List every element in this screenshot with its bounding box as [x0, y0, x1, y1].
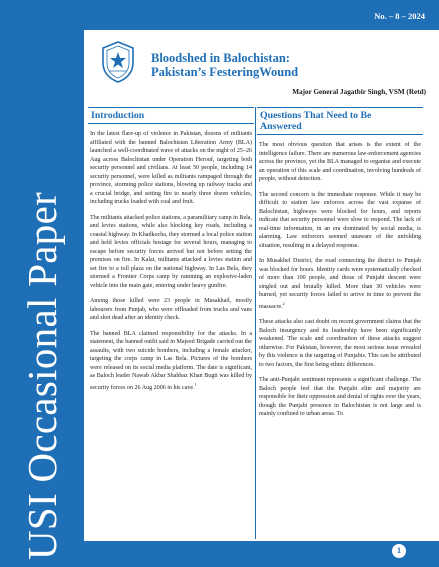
questions-heading: [257, 107, 423, 135]
questions-column: [257, 107, 423, 539]
intro-paragraph-1-text: In the latest flare-up of violence in Pakistan, dozens of militants affiliated with the banned Balochistan Liberation Army (BLA) launched a well-coordinated wave of attacks on the night of 25–26 Aug across Balochistan under Operation Herouf, targeting both security personnel and civilians. At least 50 people, including 14 security personnel, were killed as militants rampaged through the province, storming police stations, blowing up railway tracks and a crucial bridge, and setting fire to nearly three dozen vehicles, including trucks loaded with coal and fruit.: [90, 131, 252, 205]
intro-paragraph-4-text: The banned BLA claimed responsibility for the attacks. In a statement, the banned outfit said in Majeed Brigade carried out the assaults, with two suicide bombers, including a female attacker, targeting the corps camp in Las Bela. Pictures of the bombers were released on its social media platform. The date is significant, as Baloch leader Nawab Akbar Shahbaz Khan Bugti was killed by security forces on 26 Aug 2006 in his cave.: [90, 330, 252, 391]
column-divider: [255, 107, 256, 539]
introduction-heading: Introduction: [88, 107, 254, 124]
intro-paragraph-3: [88, 297, 254, 323]
questions-paragraph-5-text: The anti-Punjabi sentiment represents a significant challenge. The Baloch people feel that the Punjabi elite and majority are responsible for their oppression and denial of rights over the years, though the Punjabi presence in Balochistan is not large and is mainly confined to urban areas. To: [259, 377, 421, 418]
intro-paragraph-4: [88, 330, 254, 393]
questions-heading-line2: Answered: [260, 121, 302, 132]
questions-paragraph-5: [257, 376, 423, 419]
paper-title: [151, 51, 298, 79]
footnote-marker-2[interactable]: 2: [282, 300, 285, 306]
footnote-marker-1[interactable]: 1: [194, 381, 197, 387]
top-band: [84, 0, 439, 30]
introduction-column: [88, 107, 254, 539]
intro-paragraph-2: [88, 214, 254, 291]
intro-paragraph-3-text: Among those killed were 23 people in Musakhail, mostly labourers from Punjab, who were offloaded from trucks and vans and shot dead after an identity check.: [90, 298, 252, 321]
questions-heading-line1: Questions That Need to Be: [260, 110, 372, 121]
questions-paragraph-1: [257, 141, 423, 184]
questions-paragraph-2: [257, 191, 423, 251]
questions-paragraph-1-text: The most obvious question that arises is the extent of the intelligence failure. There are numerous law-enforcement agencies across the province, yet the BLA managed to organise and execute an operation of this scale and coordination, involving hundreds of people, without detection.: [259, 142, 421, 182]
page-number: 1: [392, 544, 406, 558]
paper-title-line2: Pakistan’s FesteringWound: [151, 65, 299, 79]
series-title: USI Occasional Paper: [19, 191, 65, 560]
bottom-band: [84, 541, 439, 567]
issue-number: No. – 8 – 2024: [374, 11, 425, 21]
questions-paragraph-4-text: These attacks also cast doubt on recent government claims that the Baloch insurgency and its leadership have been significantly weakened. The scale and coordination of these attacks suggest otherwise. For Pakistan, however, the most serious issue revealed by this violence is the targeting of Punjabis. This can be attributed to two factors, the first being ethnic differences.: [259, 319, 421, 368]
paper-title-line1: Bloodshed in Balochistan:: [151, 51, 290, 65]
intro-paragraph-1: [88, 130, 254, 207]
questions-paragraph-3-text: In Musakhel District, the road connecting the district to Punjab was blocked for hours. Identity cards were systematically checked of more than 100 people, and those of Punjabi descent were singled out and brutally killed. More than 30 vehicles were burned, yet security forces failed to arrive in time to prevent the massacre.: [259, 258, 421, 310]
usi-emblem-icon: [101, 41, 135, 83]
author-byline: Major General Jagatbir Singh, VSM (Retd): [292, 88, 426, 96]
intro-paragraph-2-text: The militants attacked police stations, a paramilitary camp in Bela, and levies stations, while also blocking key roads, including a coastal highway. In Khadkocha, they stormed a local police station and held levies officials hostage for several hours, managing to escape before security forces arrived but not before setting the premises on fire. In Kalat, militants attacked a levies station and set fire to a toll plaza on the national highway. In Las Bela, they stormed a Frontier Corps camp by ramming an explosive-laden vehicle into the main gate, entering under heavy gunfire.: [90, 214, 252, 289]
questions-paragraph-2-text: The second concern is the immediate response. While it may be difficult to station law enforces across the vast expanse of Balochistan, highways were blocked for hours, and reports indicate that security personnel were slow to respond. The lack of real-time information, in an era dominated by social media, is alarming. Law enforcers seemed unaware of the unfolding situation, resulting in a delayed response.: [259, 191, 421, 249]
questions-paragraph-3: [257, 257, 423, 311]
questions-paragraph-4: [257, 318, 423, 369]
